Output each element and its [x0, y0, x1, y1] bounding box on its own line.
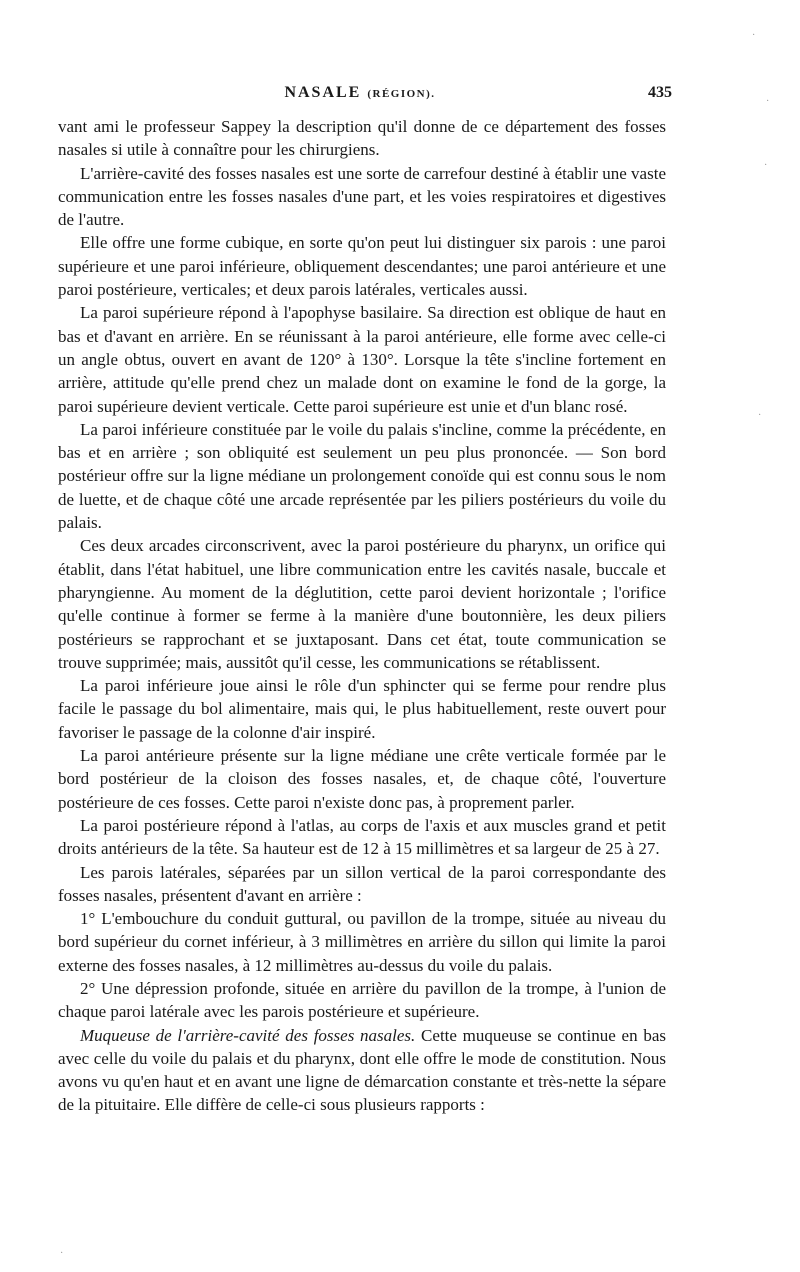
scan-speck: · [752, 30, 756, 41]
paragraph: La paroi inférieure constituée par le voile du palais s'incline, comme la précédente, en bas et en arrière ; son obliquité est seulement un peu plus prononcée. — Son bord postérieur offre sur la ligne médiane un prolongement conoïde qui est connu sous le nom de luette, et de chaque côté une arcade représentée par les piliers postérieurs du voile du palais. [58, 419, 666, 533]
section-text: Cette muqueuse se continue en bas avec celle du voile du palais et du pharynx, dont elle offre le mode de constitution. Nous avons vu qu'en haut et en avant une ligne de démarcation constante et très-nette la sépare de la pituitaire. Elle diffère de celle-ci sous plusieurs rapports : [58, 1025, 666, 1115]
section-heading-italic: Muqueuse de l'arrière-cavité des fosses nasales. [80, 1025, 416, 1045]
paragraph: Ces deux arcades circonscrivent, avec la paroi postérieure du pharynx, un orifice qui établit, dans l'état habituel, une libre communication entre les cavités nasale, buccale et pharyngienne. Au moment de la déglutition, cette paroi devient horizontale ; l'orifice qu'elle continue à former se ferme à la manière d'une boutonnière, les deux piliers postérieurs se rapprochant et se juxtaposant. Dans cet état, toute communication se trouve supprimée; mais, aussitôt qu'il cesse, les communications se rétablissent. [58, 536, 666, 672]
paragraph: La paroi inférieure joue ainsi le rôle d'un sphincter qui se ferme pour rendre plus facile le passage du bol alimentaire, mais qui, le plus habituellement, reste ouvert pour favoriser le passage de la colonne d'air inspiré. [58, 676, 666, 742]
page-number: 435 [648, 84, 672, 101]
header-subtitle: (RÉGION). [367, 88, 436, 100]
scan-speck: · [766, 96, 770, 107]
running-header [48, 84, 672, 108]
paragraph: Elle offre une forme cubique, en sorte qu'on peut lui distinguer six parois : une paroi supérieure et une paroi inférieure, obliquement descendantes; une paroi antérieure et une paroi postérieure, verticales; et deux parois latérales, verticales aussi. [58, 233, 666, 300]
paragraph: L'arrière-cavité des fosses nasales est une sorte de carrefour destiné à établir une vaste communication entre les fosses nasales d'une part, et les voies respiratoires et digestives de l'autre. [58, 163, 666, 230]
section-paragraph [58, 1024, 666, 1117]
paragraph-continuation: vant ami le professeur Sappey la description qu'il donne de ce département des fosses nasales si utile à connaître pour les chirurgiens. [58, 117, 666, 160]
scan-speck: · [758, 410, 762, 421]
scan-speck: · [60, 1248, 64, 1259]
paragraph: La paroi antérieure présente sur la ligne médiane une crête verticale formée par le bord postérieur de la cloison des fosses nasales, et, de chaque côté, l'ouverture postérieure de ces fosses. Cette paroi n'existe donc pas, à proprement parler. [58, 746, 666, 812]
paragraph: La paroi postérieure répond à l'atlas, au corps de l'axis et aux muscles grand et petit droits antérieurs de la tête. Sa hauteur est de 12 à 15 millimètres et sa largeur de 25 à 27. [58, 815, 666, 859]
paragraph: La paroi supérieure répond à l'apophyse basilaire. Sa direction est oblique de haut en bas et d'avant en arrière. En se réunissant à la paroi antérieure, elle forme avec celle-ci un angle obtus, ouvert en avant de 120° à 130°. Lorsque la tête s'incline fortement en arrière, attitude qu'elle prend chez un malade dont on examine le fond de la gorge, la paroi supérieure devient verticale. Cette paroi supérieure est unie et d'un blanc rosé. [58, 303, 666, 416]
numbered-paragraph: 2° Une dépression profonde, située en arrière du pavillon de la trompe, à l'union de chaque paroi latérale avec les parois postérieure et supérieure. [58, 978, 666, 1022]
scan-speck: · [764, 160, 768, 171]
header-title: NASALE [284, 84, 362, 101]
numbered-paragraph: 1° L'embouchure du conduit guttural, ou pavillon de la trompe, située au niveau du bord supérieur du cornet inférieur, à 3 millimètres en arrière du sillon qui limite la paroi externe des fosses nasales, à 12 millimètres au-dessus du voile du palais. [58, 909, 666, 975]
page-body [58, 115, 666, 1117]
paragraph: Les parois latérales, séparées par un sillon vertical de la paroi correspondante des fosses nasales, présentent d'avant en arrière : [58, 862, 666, 905]
running-title [48, 84, 672, 102]
